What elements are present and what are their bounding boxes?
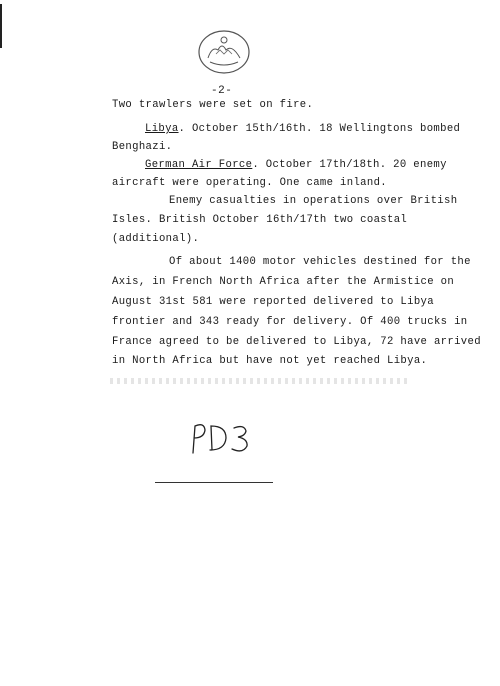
- royal-crest-seal: [196, 28, 252, 76]
- paragraph-text: . October 17th/18th. 20 enemy: [252, 159, 447, 171]
- paragraph-line: Axis, in French North Africa after the Armistice on: [112, 276, 455, 288]
- paper-smudge: [110, 378, 410, 384]
- paragraph-line: Isles. British October 16th/17th two coastal: [112, 214, 408, 226]
- page-number: -2-: [211, 85, 233, 97]
- margin-mark: [0, 4, 2, 48]
- paragraph-line: Enemy casualties in operations over British: [169, 195, 458, 207]
- paragraph-text: . October 15th/16th. 18 Wellingtons bombed: [178, 123, 461, 135]
- paragraph-line: August 31st 581 were reported delivered to Libya: [112, 296, 434, 308]
- paragraph-line: [145, 123, 460, 135]
- paragraph-line: frontier and 343 ready for delivery. Of 400 trucks in: [112, 316, 468, 328]
- paragraph-line: [145, 159, 447, 171]
- paragraph-line: Benghazi.: [112, 141, 173, 153]
- section-heading-libya: Libya: [145, 123, 179, 135]
- horizontal-rule: [155, 482, 273, 483]
- section-heading-gaf: German Air Force: [145, 159, 253, 171]
- paragraph-line: (additional).: [112, 233, 200, 245]
- paragraph-line: Two trawlers were set on fire.: [112, 99, 314, 111]
- paragraph-line: in North Africa but have not yet reached Libya.: [112, 355, 428, 367]
- paragraph-line: France agreed to be delivered to Libya, 72 have arrived: [112, 336, 481, 348]
- paragraph-line: aircraft were operating. One came inland.: [112, 177, 387, 189]
- handwritten-note-pd3: [188, 418, 258, 458]
- paragraph-line: Of about 1400 motor vehicles destined for the: [169, 256, 471, 268]
